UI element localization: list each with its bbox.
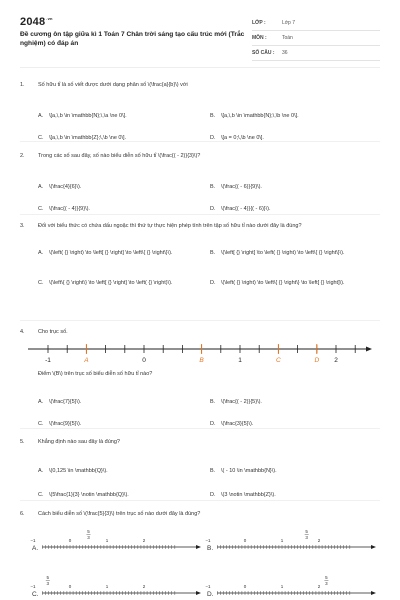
fraction-numerator: 5 bbox=[305, 529, 308, 534]
question-text: Số hữu tỉ là số viết được dưới dạng phân số \(\frac{a}{b}\) với bbox=[38, 82, 188, 88]
tick-label: 2 bbox=[317, 584, 321, 589]
meta-value: Toán bbox=[282, 35, 293, 41]
option-letter: C. bbox=[32, 591, 39, 598]
question-5 bbox=[20, 438, 380, 498]
question-number: 5. bbox=[20, 439, 25, 445]
fraction-denominator: 3 bbox=[87, 535, 90, 540]
tick-label: 1 bbox=[280, 584, 284, 589]
number-line-options bbox=[30, 525, 380, 600]
question-number: 2. bbox=[20, 153, 25, 159]
question-text: Đối với biểu thức có chứa dấu ngoặc thì thứ tự thực hiện phép tính trên tập số hữu tỉ nào dưới đây là đúng? bbox=[38, 223, 302, 229]
option-b[interactable]: B. \(\frac{( - 2)}{5}\). bbox=[210, 399, 262, 405]
meta-key: LỚP : bbox=[252, 20, 266, 26]
option-a[interactable]: A. \(\left( {} \right) \to \left[ {} \right] \to \left\{ {} \right\}\). bbox=[38, 250, 173, 256]
arrow-head-icon bbox=[371, 591, 376, 595]
question-number: 4. bbox=[20, 329, 25, 335]
tick-label: 0 bbox=[243, 538, 247, 543]
option-b[interactable]: B. \(\left[ {} \right] \to \left( {} \right) \to \left\{ {} \right\}\). bbox=[210, 250, 345, 256]
site-logo[interactable] bbox=[20, 16, 53, 28]
question-separator bbox=[20, 500, 380, 501]
document-title: Đề cương ôn tập giữa kì 1 Toán 7 Chân trời sáng tạo cấu trúc mới (Trắc nghiệm) có đáp án bbox=[20, 31, 245, 47]
arrow-head-icon bbox=[196, 591, 201, 595]
option-c[interactable]: C. \[a,\,b \in \mathbb{Z};\,\b \ne 0\]. bbox=[38, 135, 127, 141]
question-number: 1. bbox=[20, 82, 25, 88]
arrow-head-icon bbox=[371, 545, 376, 549]
question-text: Cho trục số. bbox=[38, 329, 68, 335]
option-b[interactable]: B. \(\frac{( - 6)}{9}\). bbox=[210, 184, 262, 190]
arrow-head-icon bbox=[366, 347, 372, 352]
tick-label: 0 bbox=[243, 584, 247, 589]
options bbox=[38, 98, 380, 141]
number-line bbox=[28, 340, 372, 366]
fraction-denominator: 3 bbox=[305, 535, 308, 540]
question-text: Cách biểu diễn số \(\frac{5}{3}\) trên trục số nào dưới đây là đúng? bbox=[38, 511, 201, 517]
tick-label: −1 bbox=[205, 538, 211, 543]
option-a[interactable]: A. \(\frac{7}{5}\). bbox=[38, 399, 82, 405]
meta-key: MÔN : bbox=[252, 35, 267, 41]
meta-table bbox=[252, 16, 380, 61]
option-b[interactable]: B. \( - 10 \in \mathbb{N}\). bbox=[210, 468, 277, 474]
number-line-option-a[interactable] bbox=[30, 529, 201, 552]
option-c[interactable]: C. \(\left\{ {} \right\} \to \left[ {} \right] \to \left( {} \right)\). bbox=[38, 280, 173, 286]
point-label: B bbox=[199, 357, 204, 364]
question-separator bbox=[20, 320, 380, 321]
point-label: C bbox=[276, 357, 281, 364]
number-line-option-d[interactable] bbox=[205, 575, 376, 598]
question-text: Khẳng định nào sau đây là đúng? bbox=[38, 439, 120, 445]
tick-label: 0 bbox=[68, 584, 72, 589]
tick-label: 1 bbox=[105, 538, 109, 543]
tick-label: 2 bbox=[142, 584, 146, 589]
question-2 bbox=[20, 152, 380, 212]
header-divider bbox=[20, 67, 380, 68]
logo-text: 2048 bbox=[20, 16, 46, 28]
fraction-numerator: 5 bbox=[87, 529, 90, 534]
tick-label: 1 bbox=[238, 357, 242, 364]
question-6 bbox=[20, 510, 380, 518]
question-3 bbox=[20, 222, 380, 286]
question-separator bbox=[20, 428, 380, 429]
tick-label: -1 bbox=[45, 357, 51, 364]
option-a[interactable]: A. \(\frac{4}{6}\). bbox=[38, 184, 82, 190]
question-4-prompt bbox=[20, 370, 380, 427]
tick-label: 1 bbox=[280, 538, 284, 543]
fraction-denominator: 3 bbox=[46, 581, 50, 586]
question-text: Điểm \(B\) trên trục số biểu diễn số hữu tỉ nào? bbox=[38, 371, 153, 377]
option-c[interactable]: C. \(\frac{( - 4)}{9}\). bbox=[38, 206, 90, 212]
question-number: 6. bbox=[20, 511, 25, 517]
meta-value: 36 bbox=[282, 50, 288, 56]
question-number: 3. bbox=[20, 223, 25, 229]
arrow-head-icon bbox=[196, 545, 201, 549]
tick-label: 2 bbox=[142, 538, 146, 543]
question-1 bbox=[20, 81, 380, 141]
point-label: A bbox=[84, 357, 89, 364]
tick-label: 0 bbox=[142, 357, 146, 364]
question-separator bbox=[20, 141, 380, 142]
fraction-numerator: 5 bbox=[325, 575, 328, 580]
fraction-numerator: 5 bbox=[46, 575, 50, 580]
point-label: D bbox=[314, 357, 320, 364]
option-a[interactable]: A. \(0,125 \in \mathbb{Q}\). bbox=[38, 468, 108, 474]
question-text: Trong các số sau đây, số nào biểu diễn số hữu tỉ \(\frac{( - 2)}{3}\)? bbox=[38, 153, 201, 159]
option-d[interactable]: D. \[a = 0;\,\b \ne 0\]. bbox=[210, 135, 264, 141]
tick-label: 2 bbox=[317, 538, 321, 543]
option-b[interactable]: B. \[a,\,b \in \mathbb{N};\,\b \ne 0\]. bbox=[210, 113, 299, 119]
option-d[interactable]: D. \(3 \notin \mathbb{Z}\). bbox=[210, 492, 276, 498]
tick-label: 0 bbox=[68, 538, 72, 543]
meta-value: Lớp 7 bbox=[282, 20, 296, 26]
meta-row-count bbox=[252, 46, 380, 61]
option-letter: D. bbox=[207, 591, 214, 598]
tick-label: −1 bbox=[30, 538, 36, 543]
tick-label: 2 bbox=[334, 357, 338, 364]
meta-row-class bbox=[252, 16, 380, 31]
meta-row-subject bbox=[252, 31, 380, 46]
meta-key: SỐ CÂU : bbox=[252, 50, 275, 56]
logo-suffix: .vn bbox=[46, 16, 53, 22]
option-c[interactable]: C. \(\frac{9}{5}\). bbox=[38, 421, 82, 427]
tick-label: 1 bbox=[105, 584, 109, 589]
option-d[interactable]: D. \(\left( {} \right) \to \left\{ {} \right\} \to \left[ {} \right]\). bbox=[210, 280, 345, 286]
question-separator bbox=[20, 214, 380, 215]
tick-label: −1 bbox=[30, 584, 36, 589]
option-d[interactable]: D. \(\frac{( - 4)}{( - 6)}\). bbox=[210, 206, 271, 212]
option-letter: B. bbox=[207, 545, 214, 552]
question-4 bbox=[20, 328, 380, 336]
fraction-denominator: 3 bbox=[325, 581, 328, 586]
option-c[interactable]: C. \(5\frac{1}{3} \notin \mathbb{Q}\). bbox=[38, 492, 129, 498]
option-d[interactable]: D. \(\frac{3}{5}\). bbox=[210, 421, 254, 427]
tick-label: −1 bbox=[205, 584, 211, 589]
number-line-option-c[interactable] bbox=[30, 575, 201, 598]
option-a[interactable]: A. \[a,\,b \in \mathbb{N};\,\a \ne 0\]. bbox=[38, 113, 127, 119]
number-line-option-b[interactable] bbox=[205, 529, 376, 552]
option-letter: A. bbox=[32, 545, 39, 552]
